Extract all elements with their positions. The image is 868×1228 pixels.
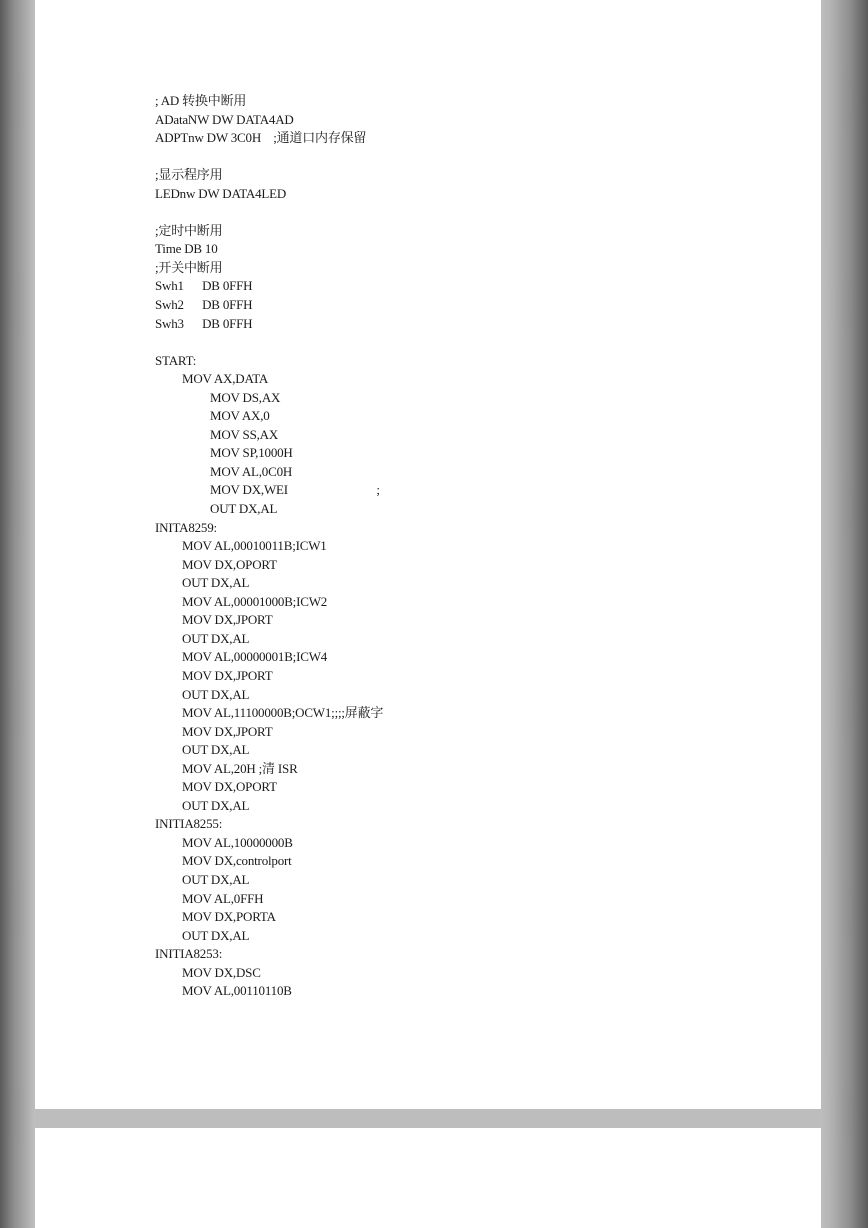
code-line: MOV DX,PORTA bbox=[182, 909, 276, 925]
code-line: MOV DX,OPORT bbox=[182, 779, 277, 795]
code-line: Swh2 DB 0FFH bbox=[155, 297, 253, 313]
code-line: ;显示程序用 bbox=[155, 167, 223, 183]
code-line: OUT DX,AL bbox=[182, 575, 250, 591]
code-line: OUT DX,AL bbox=[182, 630, 250, 646]
code-line: MOV AX,0 bbox=[210, 408, 270, 424]
code-line: MOV AL,11100000B;OCW1;;;;屏蔽字 bbox=[182, 705, 384, 721]
code-line: Time DB 10 bbox=[155, 241, 218, 257]
code-line: OUT DX,AL bbox=[182, 927, 250, 943]
assembly-code-listing bbox=[155, 92, 383, 1001]
code-line: MOV DX,JPORT bbox=[182, 612, 273, 628]
code-line: MOV AL,00010011B;ICW1 bbox=[182, 538, 327, 554]
code-line: ; AD 转换中断用 bbox=[155, 93, 247, 108]
code-line: MOV AX,DATA bbox=[182, 371, 269, 387]
code-line: ADataNW DW DATA4AD bbox=[155, 111, 294, 127]
code-line: OUT DX,AL bbox=[210, 501, 278, 517]
code-line: OUT DX,AL bbox=[182, 797, 250, 813]
code-line: MOV DX,controlport bbox=[182, 853, 292, 869]
code-line: INITA8259: bbox=[155, 519, 217, 535]
code-line: Swh3 DB 0FFH bbox=[155, 315, 253, 331]
code-line: ADPTnw DW 3C0H ;通道口内存保留 bbox=[155, 130, 367, 146]
code-line: OUT DX,AL bbox=[182, 871, 250, 887]
code-line: MOV DX,OPORT bbox=[182, 556, 277, 572]
code-line: MOV SP,1000H bbox=[210, 445, 293, 461]
code-line: MOV AL,10000000B bbox=[182, 834, 293, 850]
code-line: OUT DX,AL bbox=[182, 686, 250, 702]
code-line: MOV DX,JPORT bbox=[182, 723, 273, 739]
code-line: OUT DX,AL bbox=[182, 742, 250, 758]
document-page bbox=[35, 0, 821, 1109]
code-line: INITIA8253: bbox=[155, 946, 223, 962]
blank-line bbox=[155, 203, 383, 222]
next-document-page bbox=[35, 1128, 821, 1228]
code-line: MOV DS,AX bbox=[210, 389, 281, 405]
code-line: MOV AL,0FFH bbox=[182, 890, 264, 906]
code-line: MOV DX,DSC bbox=[182, 964, 261, 980]
code-line: INITIA8255: bbox=[155, 816, 223, 832]
code-line: MOV AL,0C0H bbox=[210, 463, 293, 479]
code-line: MOV AL,00000001B;ICW4 bbox=[182, 649, 328, 665]
code-line: ;开关中断用 bbox=[155, 259, 223, 275]
code-line: LEDnw DW DATA4LED bbox=[155, 185, 287, 201]
code-line: MOV AL,00001000B;ICW2 bbox=[182, 593, 328, 609]
code-line: MOV DX,JPORT bbox=[182, 667, 273, 683]
code-line: START: bbox=[155, 352, 197, 368]
code-line: Swh1 DB 0FFH bbox=[155, 278, 253, 294]
code-line: MOV AL,00110110B bbox=[182, 983, 292, 999]
blank-line bbox=[155, 148, 383, 167]
code-line: ;定时中断用 bbox=[155, 222, 223, 238]
code-line: MOV SS,AX bbox=[210, 426, 279, 442]
code-line: MOV AL,20H ;清 ISR bbox=[182, 760, 298, 776]
code-line: MOV DX,WEI ; bbox=[210, 482, 380, 498]
blank-line bbox=[155, 333, 383, 352]
